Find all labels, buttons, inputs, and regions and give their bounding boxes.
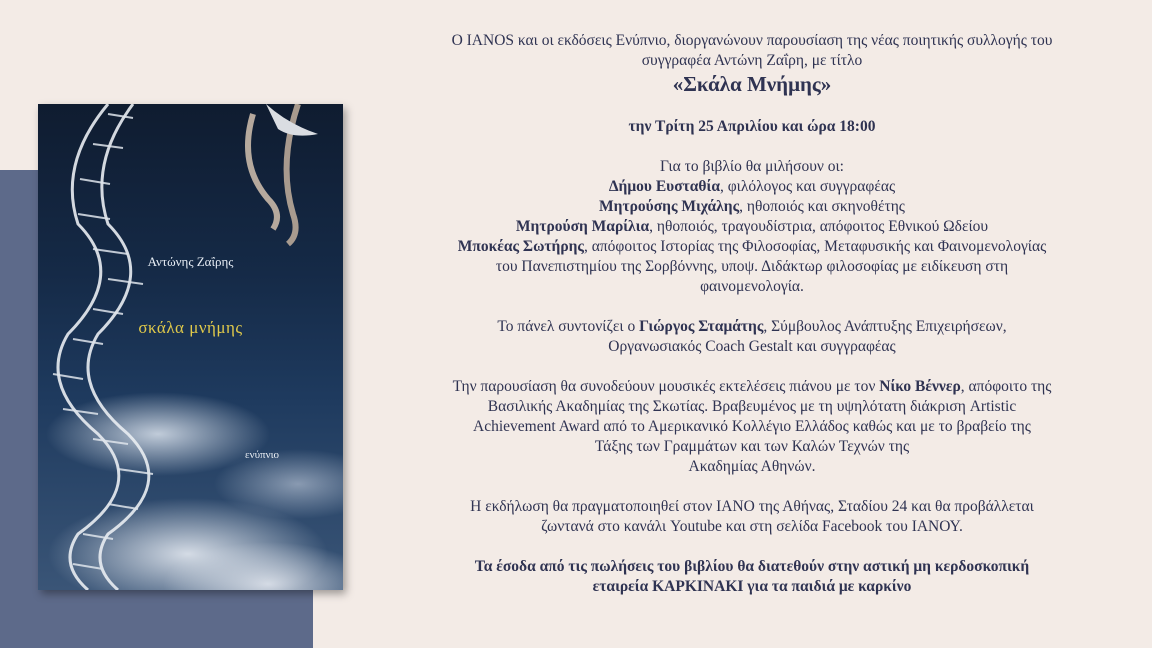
- panel-moderator: Το πάνελ συντονίζει ο Γιώργος Σταμάτης, Σύμβουλος Ανάπτυξης Επιχειρήσεων,: [497, 318, 1007, 335]
- cover-book-title: σκάλα μνήμης: [138, 318, 243, 337]
- charity-note: Τα έσοδα από τις πωλήσεις του βιβλίου θα διατεθούν στην αστική μη κερδοσκοπική: [474, 558, 1030, 575]
- charity-note-continued: εταιρεία ΚΑΡΚΙΝΑΚΙ για τα παιδιά με καρκίνο: [592, 578, 912, 595]
- speaker-line-continued: φαινομενολογία.: [700, 278, 804, 295]
- music-performer-continued: Ακαδημίας Αθηνών.: [688, 458, 816, 475]
- speaker-line: Μητρούσης Μιχάλης, ηθοποιός και σκηνοθέτης: [599, 198, 905, 215]
- book-title-heading: «Σκάλα Μνήμης»: [672, 72, 832, 96]
- cover-publisher-name: ενύπνιο: [245, 449, 280, 461]
- feet-figure: [248, 104, 318, 244]
- intro-line-2: συγγραφέα Αντώνη Ζαΐρη, με τίτλο: [641, 52, 863, 69]
- invitation-text: [350, 31, 1152, 597]
- music-performer-continued: Βασιλικής Ακαδημίας της Σκωτίας. Βραβευμένος με τη υψηλότατη διάκριση Artistic: [487, 398, 1017, 415]
- music-performer: Την παρουσίαση θα συνοδεύουν μουσικές εκτελέσεις πιάνου με τον Νίκο Βέννερ, απόφοιτο της: [452, 378, 1052, 395]
- speaker-line: Δήμου Ευσταθία, φιλόλογος και συγγραφέας: [608, 178, 896, 195]
- speaker-line: Μητρούση Μαρίλια, ηθοποιός, τραγουδίστρια, απόφοιτος Εθνικού Ωδείου: [515, 218, 989, 235]
- panel-moderator-continued: Οργανωσιακός Coach Gestalt και συγγραφέας: [608, 338, 896, 355]
- music-performer-continued: Τάξης των Γραμμάτων και των Καλών Τεχνών της: [594, 438, 910, 455]
- music-performer-continued: Achievement Award από το Αμερικανικό Κολλέγιο Ελλάδος καθώς και με το βραβείο της: [473, 418, 1031, 435]
- speaker-line: Μποκέας Σωτήρης, απόφοιτος Ιστορίας της Φιλοσοφίας, Μεταφυσικής και Φαινομενολογίας: [457, 238, 1047, 255]
- event-date: την Τρίτη 25 Απριλίου και ώρα 18:00: [628, 118, 876, 135]
- venue-info: Η εκδήλωση θα πραγματοποιηθεί στον ΙΑΝΟ της Αθήνας, Σταδίου 24 και θα προβάλλεται: [470, 498, 1034, 515]
- book-cover-image: [38, 104, 343, 590]
- venue-info-continued: ζωντανά στο κανάλι Youtube και στη σελίδα Facebook του ΙΑΝΟΥ.: [541, 518, 963, 535]
- intro-line-1: Ο IANOS και οι εκδόσεις Ενύπνιο, διοργανώνουν παρουσίαση της νέας ποιητικής συλλογής του: [451, 32, 1053, 49]
- cover-author-name: Αντώνης Ζαΐρης: [147, 254, 234, 269]
- spiral-staircase-illustration: [38, 104, 343, 590]
- speakers-intro: Για το βιβλίο θα μιλήσουν οι:: [660, 158, 844, 175]
- speaker-line-continued: του Πανεπιστημίου της Σορβόννης, υποψ. Διδάκτωρ φιλοσοφίας με ειδίκευση στη: [495, 258, 1009, 275]
